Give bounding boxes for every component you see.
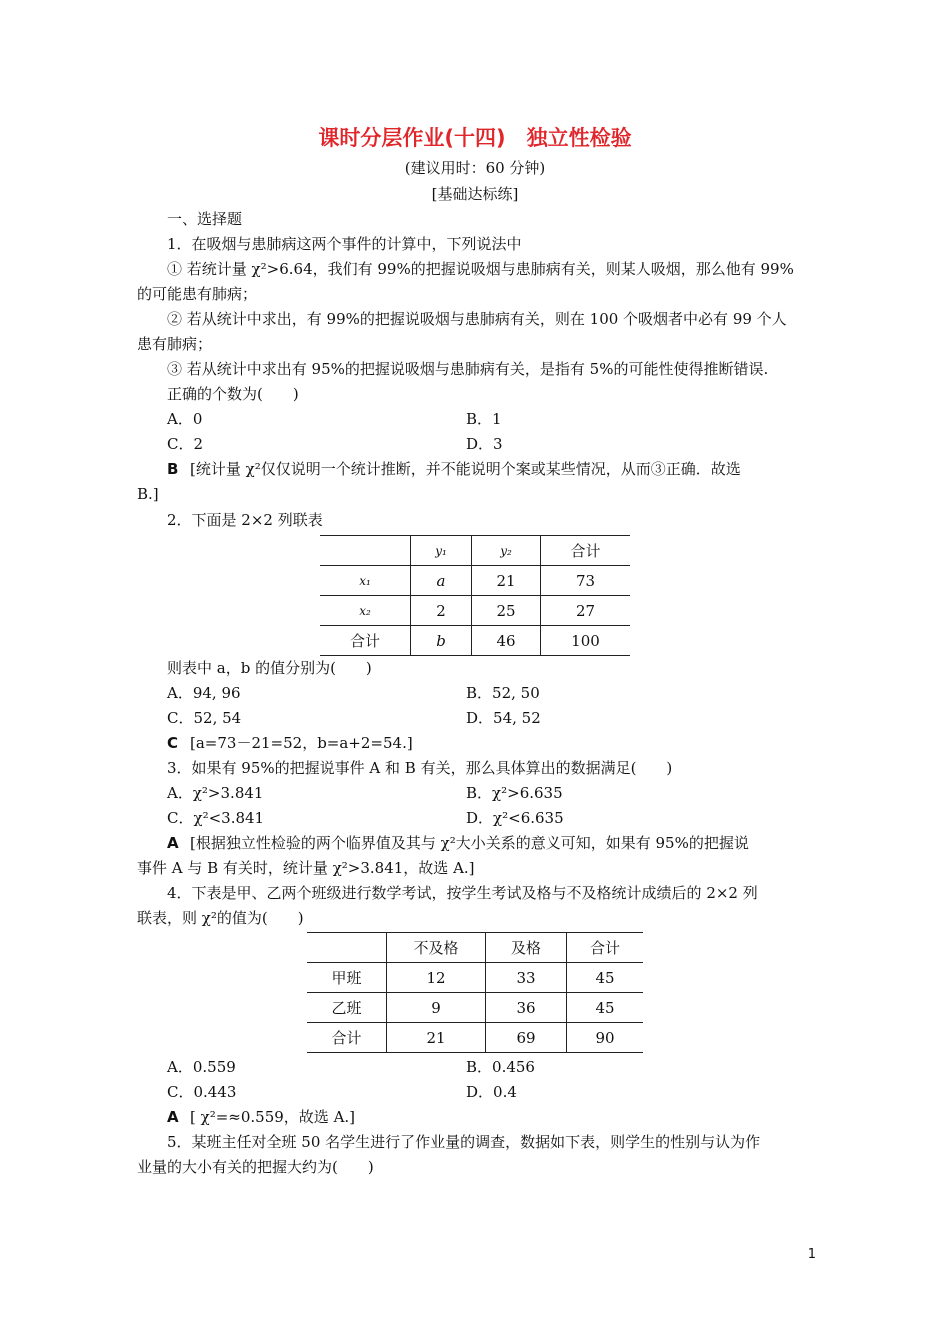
q4-option-a: A．0.559 <box>167 1058 236 1076</box>
table-cell: 46 <box>472 626 541 656</box>
q3-option-d: D．χ²<6.635 <box>466 809 564 827</box>
table-cell: y₁ <box>411 536 472 566</box>
q4-stem-a: 4．下表是甲、乙两个班级进行数学考试，按学生考试及格与不及格统计成绩后的 2×2 列 <box>167 884 758 902</box>
q1-statement-2b: 患有肺病； <box>137 335 213 353</box>
q3-stem: 3．如果有 95%的把握说事件 A 和 B 有关，那么具体算出的数据满足( ) <box>167 759 673 777</box>
page-title: 课时分层作业(十四) 独立性检验 <box>318 126 632 150</box>
q2-contingency-table <box>320 535 630 656</box>
table-cell: 甲班 <box>307 963 387 993</box>
q3-option-b: B．χ²>6.635 <box>466 784 563 802</box>
q2-stem: 2．下面是 2×2 列联表 <box>167 511 323 529</box>
q4-option-b: B．0.456 <box>466 1058 535 1076</box>
table-cell: 45 <box>567 963 644 993</box>
table-cell: 合计 <box>567 933 644 963</box>
q3-explanation-b: 事件 A 与 B 有关时，统计量 χ²>3.841，故选 A.] <box>137 859 475 877</box>
q1-statement-2a: ② 若从统计中求出，有 99%的把握说吸烟与患肺病有关，则在 100 个吸烟者中必有 99 个人 <box>167 310 787 328</box>
table-cell: 不及格 <box>387 933 486 963</box>
table-cell: 合计 <box>320 626 411 656</box>
table-cell: 100 <box>541 626 631 656</box>
table-cell: 73 <box>541 566 631 596</box>
table-cell: 合计 <box>541 536 631 566</box>
table-cell: 2 <box>411 596 472 626</box>
q1-statement-1a: ① 若统计量 χ²>6.64，我们有 99%的把握说吸烟与患肺病有关，则某人吸烟，那么他有 99% <box>167 260 794 278</box>
table-cell: 21 <box>387 1023 486 1053</box>
q1-option-a: A．0 <box>167 410 203 428</box>
table-header-row <box>320 536 630 566</box>
table-cell: y₂ <box>472 536 541 566</box>
q3-explanation-a: [根据独立性检验的两个临界值及其与 χ²大小关系的意义可知，如果有 95%的把握说 <box>190 834 749 852</box>
table-cell: 25 <box>472 596 541 626</box>
part-heading: 一、选择题 <box>167 210 243 228</box>
q3-answer: A <box>167 834 179 852</box>
q4-option-d: D．0.4 <box>466 1083 517 1101</box>
table-cell: 及格 <box>486 933 567 963</box>
table-cell: 33 <box>486 963 567 993</box>
table-cell: 合计 <box>307 1023 387 1053</box>
q2-answer: C <box>167 734 179 752</box>
table-cell <box>320 536 411 566</box>
q5-stem-a: 5．某班主任对全班 50 名学生进行了作业量的调查，数据如下表，则学生的性别与认为作 <box>167 1133 761 1151</box>
q1-option-d: D．3 <box>466 435 503 453</box>
table-cell: 27 <box>541 596 631 626</box>
q4-answer: A <box>167 1108 179 1126</box>
q1-ask: 正确的个数为( ) <box>167 385 299 403</box>
q1-explanation-a: [统计量 χ²仅仅说明一个统计推断，并不能说明个案或某些情况，从而③正确．故选 <box>190 460 741 478</box>
table-cell: 36 <box>486 993 567 1023</box>
q1-answer: B <box>167 460 179 478</box>
q1-statement-1b: 的可能患有肺病； <box>137 285 258 303</box>
table-row <box>307 993 643 1023</box>
q1-explanation-b: B.] <box>137 485 159 503</box>
table-cell: a <box>411 566 472 596</box>
table-cell: b <box>411 626 472 656</box>
q2-option-b: B．52, 50 <box>466 684 540 702</box>
q1-option-b: B．1 <box>466 410 502 428</box>
table-header-row <box>307 933 643 963</box>
page-number: 1 <box>807 1247 816 1262</box>
table-cell <box>307 933 387 963</box>
q3-option-a: A．χ²>3.841 <box>167 784 264 802</box>
table-row <box>320 626 630 656</box>
q5-stem-b: 业量的大小有关的把握大约为( ) <box>137 1158 374 1176</box>
q2-ask: 则表中 a，b 的值分别为( ) <box>167 659 372 677</box>
table-cell: 69 <box>486 1023 567 1053</box>
q4-stem-b: 联表，则 χ²的值为( ) <box>137 909 304 927</box>
q2-option-d: D．54, 52 <box>466 709 541 727</box>
q1-statement-3: ③ 若从统计中求出有 95%的把握说吸烟与患肺病有关，是指有 5%的可能性使得推断错误. <box>167 360 769 378</box>
q1-stem: 1．在吸烟与患肺病这两个事件的计算中，下列说法中 <box>167 235 522 253</box>
table-cell: 12 <box>387 963 486 993</box>
table-row <box>307 1023 643 1053</box>
q2-option-c: C．52, 54 <box>167 709 242 727</box>
table-cell: 乙班 <box>307 993 387 1023</box>
table-cell: 45 <box>567 993 644 1023</box>
suggested-time: (建议用时：60 分钟) <box>404 159 546 177</box>
q2-explanation: [a=73－21=52，b=a+2=54.] <box>190 734 413 752</box>
table-cell: x₁ <box>320 566 411 596</box>
table-cell: 90 <box>567 1023 644 1053</box>
q4-explanation: [ χ²=≈0.559，故选 A.] <box>190 1108 356 1126</box>
table-row <box>320 566 630 596</box>
q4-score-table <box>307 932 643 1053</box>
table-row <box>320 596 630 626</box>
q4-option-c: C．0.443 <box>167 1083 237 1101</box>
table-cell: 21 <box>472 566 541 596</box>
q3-option-c: C．χ²<3.841 <box>167 809 265 827</box>
table-cell: x₂ <box>320 596 411 626</box>
q2-option-a: A．94, 96 <box>167 684 241 702</box>
section-label: [基础达标练] <box>431 185 519 203</box>
q1-option-c: C．2 <box>167 435 204 453</box>
table-row <box>307 963 643 993</box>
table-cell: 9 <box>387 993 486 1023</box>
